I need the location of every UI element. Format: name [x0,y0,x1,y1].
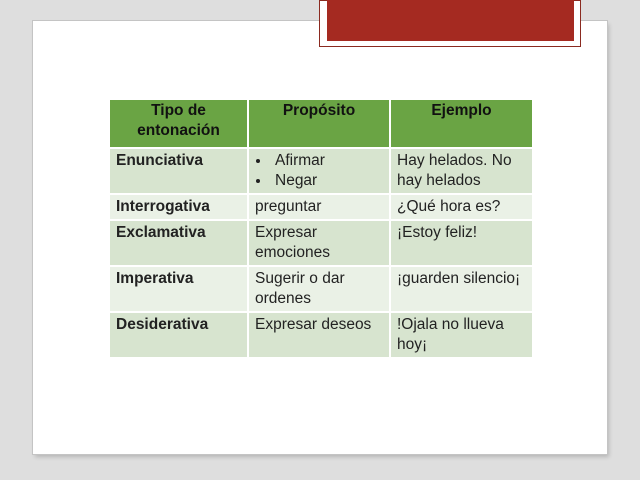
list-item: • Afirmar [271,151,383,171]
type-cell: Interrogativa [109,194,248,220]
list-item: • Negar [271,171,383,191]
header-example: Ejemplo [390,99,533,148]
type-cell: Imperativa [109,266,248,312]
table-row [109,194,533,220]
type-cell: Enunciativa [109,148,248,194]
table-row [109,266,533,312]
example-cell: Hay helados. No hay helados [390,148,533,194]
purpose-cell: Expresar emociones [248,220,390,266]
intonation-table [108,98,534,359]
header-type: Tipo de entonación [109,99,248,148]
header-purpose: Propósito [248,99,390,148]
type-cell: Desiderativa [109,312,248,358]
example-cell: ¡guarden silencio¡ [390,266,533,312]
purpose-cell: preguntar [248,194,390,220]
purpose-cell: Sugerir o dar ordenes [248,266,390,312]
purpose-cell [248,148,390,194]
example-cell: ¿Qué hora es? [390,194,533,220]
example-cell: !Ojala no llueva hoy¡ [390,312,533,358]
title-banner [327,0,574,41]
table-header-row [109,99,533,148]
table-row [109,312,533,358]
purpose-list [255,151,383,191]
type-cell: Exclamativa [109,220,248,266]
table-row [109,148,533,194]
purpose-cell: Expresar deseos [248,312,390,358]
example-cell: ¡Estoy feliz! [390,220,533,266]
table-row [109,220,533,266]
